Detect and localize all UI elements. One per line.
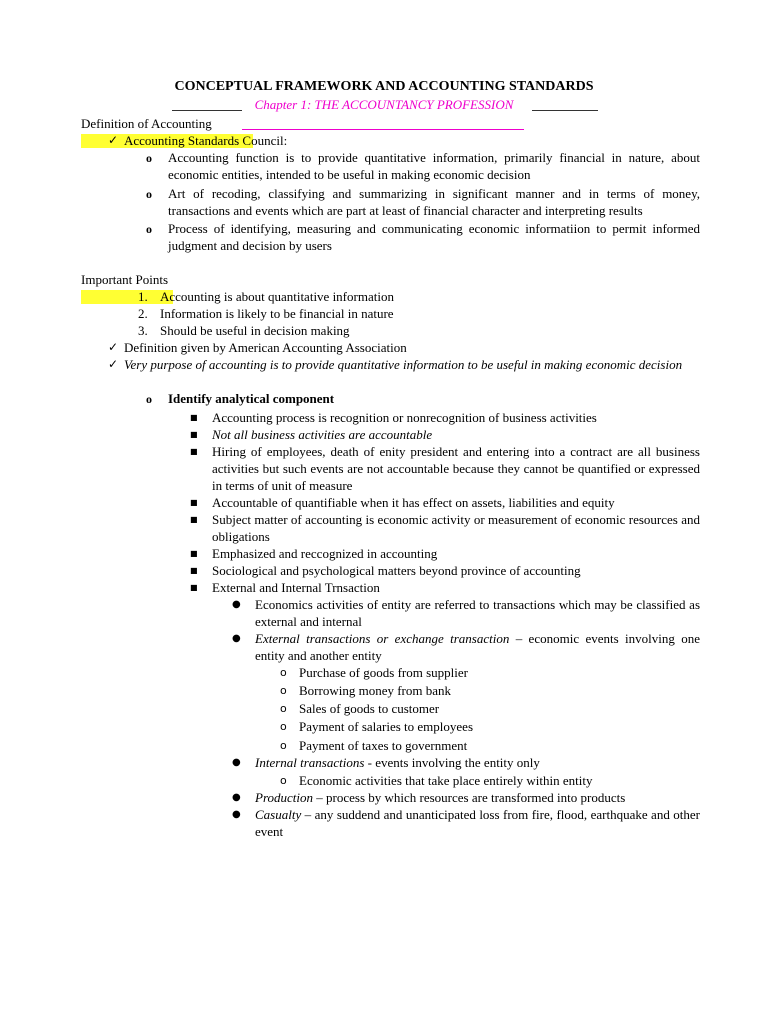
production-definition: – process by which resources are transformed into products [313,790,626,805]
square-bullet-icon: ■ [190,515,198,524]
production-term: Production [255,790,314,805]
internal-term: Internal transactions [255,755,365,770]
internal-transaction-item [255,754,540,771]
external-example: Payment of taxes to government [299,738,468,753]
council-label: Accounting Standards Council: [124,133,288,148]
internal-definition: - events involving the entity only [364,755,540,770]
subtitle-rule-right [532,110,598,111]
square-bullet-icon: ■ [190,549,198,558]
external-example: Purchase of goods from supplier [299,665,468,680]
check-icon: ✓ [108,340,119,354]
analytical-heading: Identify analytical component [168,391,335,406]
definition-item: Accounting function is to provide quantitative information, primarily financial in nature, about economic entities, intended to be useful in making economic decision [168,150,700,182]
o-bullet-icon: o [280,739,287,752]
aaa-definition: Definition given by American Accounting Association [124,340,407,355]
transaction-item: Economics activities of entity are referred to transactions which may be classified as external and internal [255,597,700,629]
external-transaction-item [255,630,700,664]
production-item [255,789,625,806]
circle-bullet-icon: o [146,151,152,165]
numbered-point: Accounting is about quantitative information [160,289,394,304]
casualty-item [255,806,700,840]
dot-bullet-icon: ● [232,809,241,820]
check-icon: ✓ [108,357,119,371]
circle-bullet-icon: o [146,187,152,201]
component-item: External and Internal Trnsaction [212,580,380,595]
square-bullet-icon: ■ [190,583,198,592]
component-item: Sociological and psychological matters beyond province of accounting [212,563,581,578]
check-icon: ✓ [108,133,119,147]
numbered-point: Should be useful in decision making [160,323,350,338]
o-bullet-icon: o [280,666,287,679]
definition-item: Process of identifying, measuring and communicating economic informatiion to permit informed judgment and decision by users [168,221,700,253]
dot-bullet-icon: ● [232,599,241,610]
list-number: 1. [138,289,148,304]
square-bullet-icon: ■ [190,498,198,507]
external-definition: – economic events involving one entity and another entity [255,631,700,663]
component-item: Accountable of quantifiable when it has effect on assets, liabilities and equity [212,495,615,510]
document-subtitle: Chapter 1: THE ACCOUNTANCY PROFESSION [254,97,514,112]
component-item: Hiring of employees, death of enity president and entering into a contract are all business activities but such events are not accountable because they cannot be quantified or expressed in terms of unit of measure [212,444,700,493]
square-bullet-icon: ■ [190,430,198,439]
purpose-statement: Very purpose of accounting is to provide quantitative information to be useful in making economic decision [124,357,683,372]
o-bullet-icon: o [280,702,287,715]
square-bullet-icon: ■ [190,413,198,422]
o-bullet-icon: o [280,684,287,697]
o-bullet-icon: o [280,774,287,787]
external-example: Borrowing money from bank [299,683,452,698]
numbered-point: Information is likely to be financial in nature [160,306,394,321]
component-item: Emphasized and reccognized in accounting [212,546,438,561]
list-number: 3. [138,323,148,338]
square-bullet-icon: ■ [190,566,198,575]
component-item: Accounting process is recognition or nonrecognition of business activities [212,410,597,425]
external-term: External transactions or exchange transaction [255,631,510,646]
component-item: Subject matter of accounting is economic activity or measurement of economic resources and obligations [212,512,700,544]
definition-heading: Definition of Accounting [81,116,212,131]
external-example: Payment of salaries to employees [299,719,474,734]
o-bullet-icon: o [280,720,287,733]
circle-bullet-icon: o [146,392,152,406]
external-example: Sales of goods to customer [299,701,440,716]
dot-bullet-icon: ● [232,633,241,644]
list-number: 2. [138,306,148,321]
document-title: CONCEPTUAL FRAMEWORK AND ACCOUNTING STANDARDS [174,79,594,94]
internal-example: Economic activities that take place entirely within entity [299,773,593,788]
definition-item: Art of recoding, classifying and summarizing in significant manner and in terms of money, transactions and events which are part at least of financial character and interpreting results [168,186,700,218]
circle-bullet-icon: o [146,222,152,236]
pink-rule [242,129,524,130]
dot-bullet-icon: ● [232,792,241,803]
component-item: Not all business activities are accountable [212,427,433,442]
dot-bullet-icon: ● [232,757,241,768]
casualty-definition: – any suddend and unanticipated loss from fire, flood, earthquake and other event [255,807,700,839]
casualty-term: Casualty [255,807,302,822]
important-heading: Important Points [81,272,169,287]
square-bullet-icon: ■ [190,447,198,456]
